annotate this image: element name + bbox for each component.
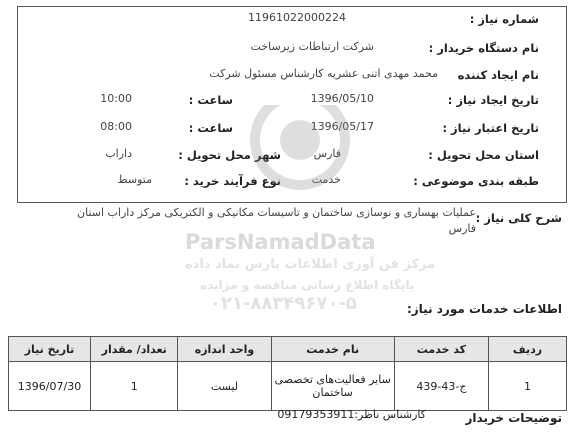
watermark-brand: ParsNamadData (185, 230, 376, 254)
cell-qty: 1 (91, 362, 178, 411)
need-number-label: شماره نیاز : (469, 12, 539, 26)
province-label: استان محل تحویل : (428, 148, 539, 162)
cell-name: سایر فعالیت‌های تخصصی ساختمان (271, 362, 394, 411)
col-code-header: کد خدمت (394, 337, 488, 362)
col-name-header: نام خدمت (271, 337, 394, 362)
watermark-phone: ۰۲۱-۸۸۳۴۹۶۷۰-۵ (210, 293, 357, 314)
watermark-line2: پایگاه اطلاع رسانی مناقصه و مزایده (200, 278, 415, 292)
creator-label: نام ایجاد کننده (457, 68, 539, 82)
create-date-value: 1396/05/10 (310, 92, 374, 105)
services-title: اطلاعات خدمات مورد نیاز: (406, 302, 562, 316)
buyer-notes-label: توضیحات خریدار (465, 411, 562, 425)
cell-date: 1396/07/30 (9, 362, 91, 411)
col-unit-header: واحد اندازه (178, 337, 271, 362)
col-row-header: ردیف (489, 337, 567, 362)
creator-value: محمد مهدی اتنی عشریه کارشناس مسئول شرکت (209, 67, 438, 80)
col-qty-header: تعداد/ مقدار (91, 337, 178, 362)
create-date-label: تاریخ ایجاد نیاز : (447, 93, 539, 107)
watermark-line1: مرکز فن آوری اطلاعات پارس نماد داده (185, 257, 436, 272)
create-time-value: 10:00 (100, 92, 132, 105)
services-table (8, 336, 567, 411)
create-time-label: ساعت : (188, 93, 233, 107)
category-label: طبقه بندی موضوعی : (413, 174, 539, 188)
province-value: فارس (313, 147, 341, 160)
process-value: متوسط (117, 173, 152, 186)
process-label: نوع فرآیند خرید : (184, 174, 281, 188)
table-row (9, 362, 567, 411)
validity-time-value: 08:00 (100, 120, 132, 133)
city-value: داراب (105, 147, 132, 160)
cell-row: 1 (489, 362, 567, 411)
validity-date-value: 1396/05/17 (310, 120, 374, 133)
buyer-notes-text: کارشناس ناظر:09179353911 (277, 408, 426, 421)
services-header-row (9, 337, 567, 362)
city-label: شهر محل تحویل : (178, 148, 281, 162)
summary-text-line1: عملیات بهساری و نوسازی ساختمان و تاسیسات مکانیکی و الکتریکی مرکز داراب استان (77, 206, 476, 219)
need-number-value: 11961022000224 (248, 11, 346, 24)
cell-code: ج-43-439 (394, 362, 488, 411)
summary-label: شرح کلی نیاز : (475, 211, 562, 225)
summary-text-line2: فارس (448, 222, 476, 235)
buyer-org-label: نام دستگاه خریدار : (428, 41, 539, 55)
validity-time-label: ساعت : (188, 121, 233, 135)
buyer-org-value: شرکت ارتباطات زیرساخت (250, 40, 374, 53)
col-date-header: تاریخ نیاز (9, 337, 91, 362)
category-value: خدمت (311, 173, 341, 186)
cell-unit: لیست (178, 362, 271, 411)
validity-date-label: تاریخ اعتبار نیاز : (442, 121, 539, 135)
